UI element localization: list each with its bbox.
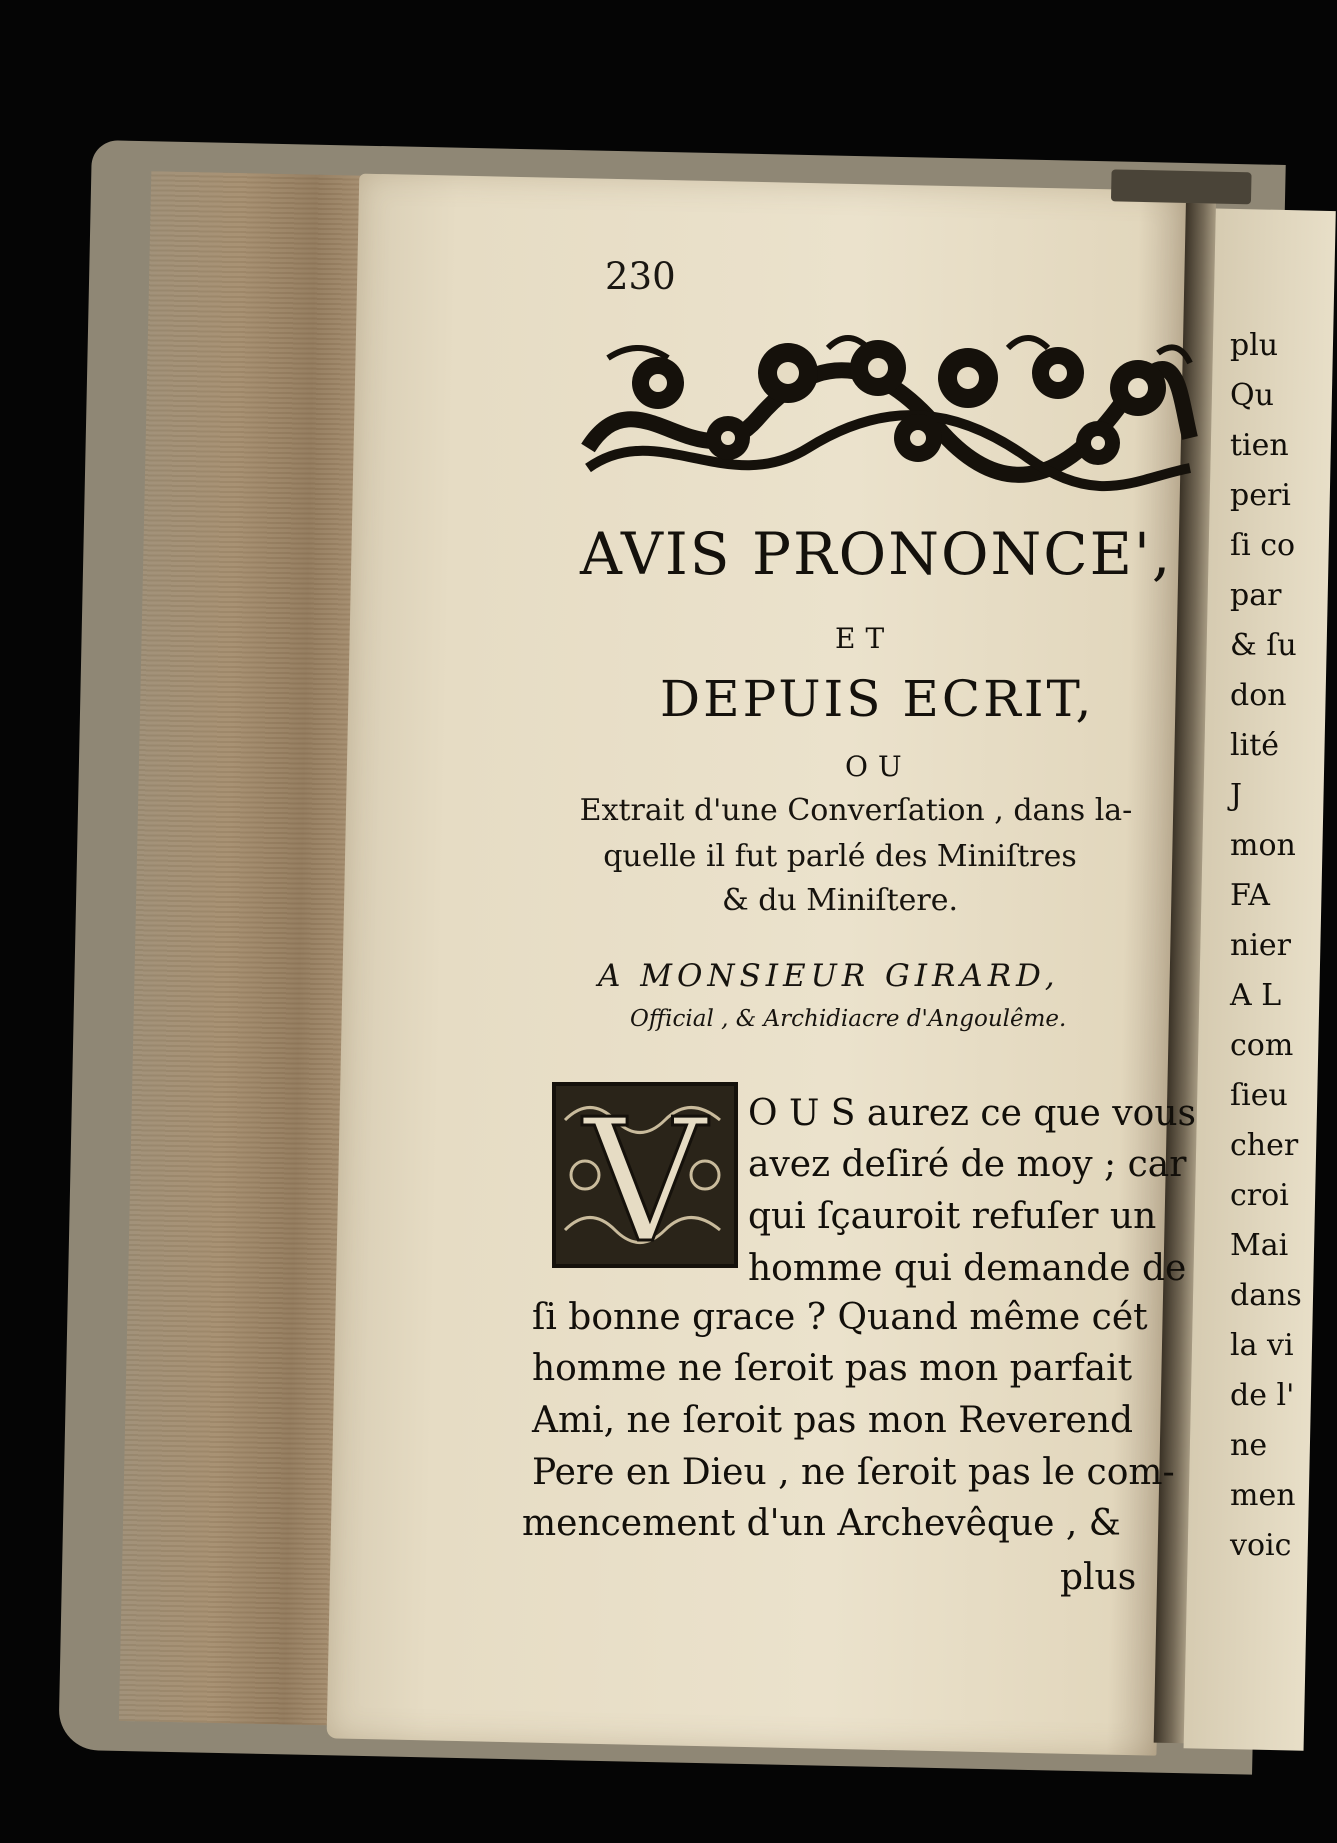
facing-page-fragment: peri	[1230, 478, 1291, 513]
floral-headpiece-icon	[578, 328, 1198, 498]
facing-page-fragment: ne	[1230, 1428, 1268, 1463]
facing-page-fragment: A L	[1230, 978, 1282, 1013]
facing-page-fragment: lité	[1230, 728, 1279, 763]
ornamental-drop-cap	[550, 1080, 740, 1281]
facing-page-fragment: men	[1230, 1478, 1296, 1513]
body-line: homme ne ſeroit pas mon parfait	[532, 1348, 1133, 1389]
dedication-role: Official , & Archidiacre d'Angoulême.	[630, 1006, 1067, 1032]
facing-page-fragment: FA	[1230, 878, 1270, 913]
description-line: Extrait d'une Converſation , dans la-	[579, 793, 1133, 828]
body-line: homme qui demande de	[748, 1248, 1187, 1289]
facing-page-fragment: dans	[1230, 1278, 1302, 1313]
facing-page-fragment: par	[1230, 578, 1282, 613]
facing-page-fragment: J	[1230, 778, 1243, 813]
facing-page-fragment: de l'	[1230, 1378, 1295, 1413]
body-line: qui ſçauroit refuſer un	[748, 1196, 1157, 1237]
facing-page-fragment: Qu	[1230, 378, 1274, 413]
title-conjunction-et: ET	[835, 622, 895, 655]
facing-page-fragment: & ſu	[1230, 628, 1297, 663]
facing-page-fragment: la vi	[1230, 1328, 1294, 1363]
facing-page-fragment: Mai	[1230, 1228, 1289, 1263]
page-number: 230	[605, 255, 676, 298]
drop-cap-letter: V	[583, 1083, 707, 1281]
facing-page-fragment: com	[1230, 1028, 1294, 1063]
body-line: O U S aurez ce que vous	[748, 1093, 1196, 1134]
facing-page-fragment: voic	[1230, 1528, 1292, 1563]
facing-page-fragment: cher	[1230, 1128, 1299, 1163]
dedication: A MONSIEUR GIRARD,	[598, 958, 1060, 994]
facing-page-fragment: tien	[1230, 428, 1289, 463]
catchword: plus	[1060, 1557, 1137, 1598]
body-line: mencement d'un Archevêque , &	[522, 1503, 1121, 1544]
facing-page-fragment: ſi co	[1230, 528, 1296, 563]
description-line: & du Miniſtere.	[721, 883, 959, 918]
facing-page-fragment: croi	[1230, 1178, 1289, 1213]
description-line: quelle il fut parlé des Miniſtres	[603, 839, 1077, 874]
main-title: AVIS PRONONCE',	[580, 520, 1173, 588]
body-line: ſi bonne grace ? Quand même cét	[532, 1297, 1148, 1338]
facing-page-fragment: ſieu	[1230, 1078, 1288, 1113]
facing-page-fragment: don	[1230, 678, 1287, 713]
body-line: Pere en Dieu , ne ſeroit pas le com-	[532, 1452, 1175, 1493]
body-line: Ami, ne ſeroit pas mon Reverend	[532, 1400, 1134, 1441]
title-conjunction-ou: OU	[845, 750, 912, 783]
subtitle: DEPUIS ECRIT,	[660, 670, 1095, 728]
facing-page-fragment: mon	[1230, 828, 1296, 863]
facing-page-fragment: nier	[1230, 928, 1292, 963]
facing-page-fragment: plu	[1230, 328, 1279, 363]
body-line: avez deſiré de moy ; car	[748, 1144, 1187, 1185]
